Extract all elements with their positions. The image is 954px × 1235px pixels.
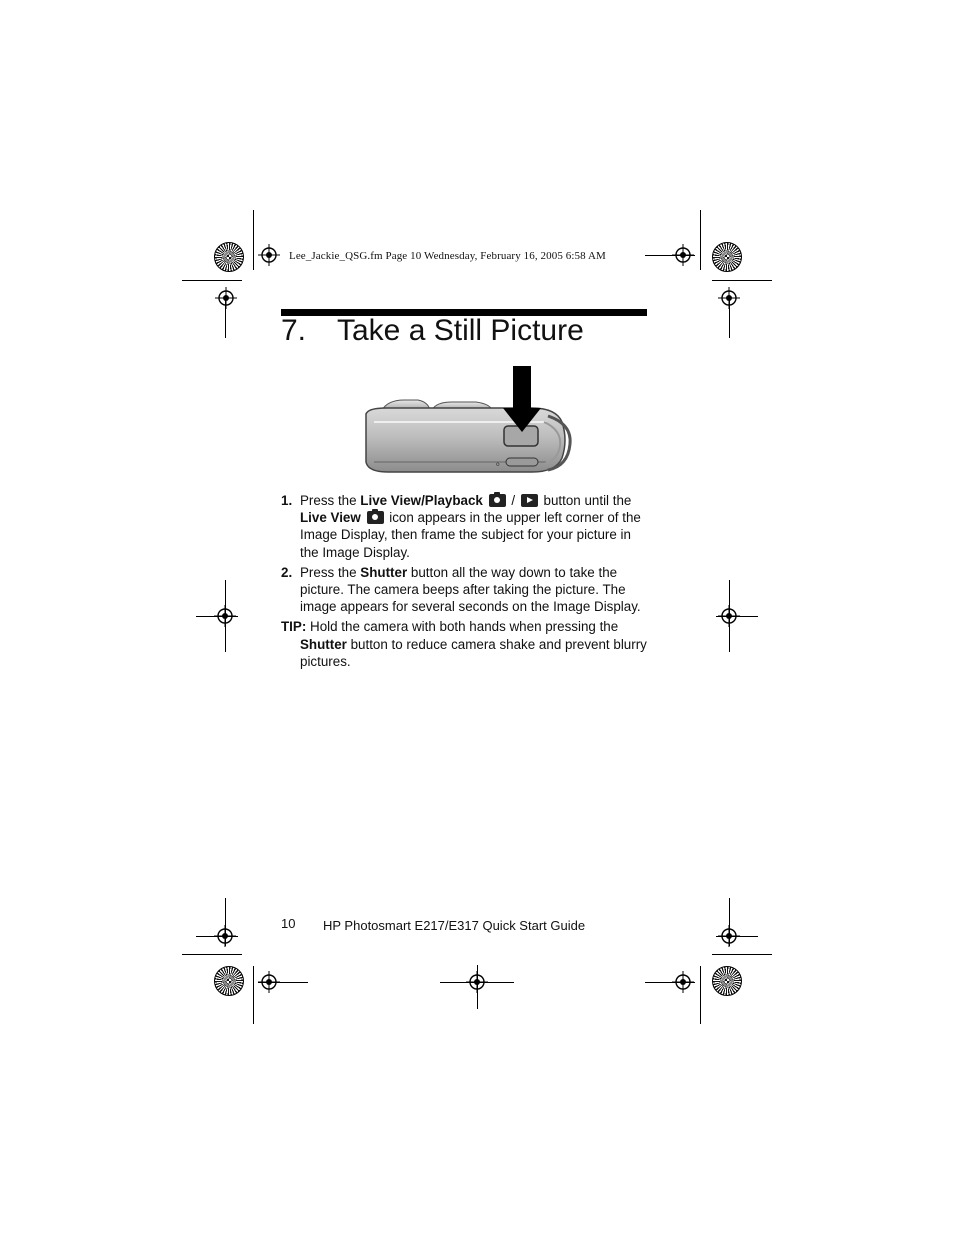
crop-line: [182, 954, 242, 955]
crop-line: [645, 255, 695, 256]
crop-line: [253, 210, 254, 270]
crop-line: [700, 210, 701, 270]
power-button: [506, 458, 538, 466]
instructions: [281, 492, 651, 670]
crop-line: [712, 280, 772, 281]
step-number: 1.: [281, 493, 293, 508]
step-1: 1. Press the Live View/Playback / button until the Live View icon appears in the upper left corner of the Image Display, then frame the subject for your picture in the Image Display.: [281, 493, 641, 560]
file-header-note: Lee_Jackie_QSG.fm Page 10 Wednesday, February 16, 2005 6:58 AM: [289, 250, 606, 262]
step-2: 2. Press the Shutter button all the way down to take the picture. The camera beeps after taking the picture. The image appears for several seconds on the Image Display.: [281, 564, 641, 615]
tip-label: TIP:: [281, 619, 307, 635]
registration-mark-icon: [215, 287, 237, 309]
playback-icon: [521, 494, 538, 507]
chapter-title: Take a Still Picture: [337, 314, 584, 347]
crop-line: [645, 982, 695, 983]
arrow-icon: [513, 366, 531, 410]
svg-text:o: o: [496, 461, 500, 468]
crop-line: [182, 280, 242, 281]
color-bar-icon: [712, 242, 742, 272]
crop-line: [716, 936, 758, 937]
crop-line: [700, 966, 701, 1024]
camera-figure: [296, 362, 632, 480]
chapter-number: 7.: [281, 314, 307, 347]
crop-line: [253, 966, 254, 1024]
crop-line: [477, 965, 478, 1009]
live-view-camera-icon: [489, 494, 506, 507]
page-number: 10: [281, 916, 296, 931]
tip: TIP: Hold the camera with both hands when pressing the Shutter button to reduce camera shake and prevent blurry pictures.: [281, 619, 647, 669]
registration-mark-icon: [718, 605, 740, 627]
crop-line: [712, 954, 772, 955]
color-bar-icon: [214, 966, 244, 996]
step-number: 2.: [281, 564, 293, 580]
live-view-camera-icon: [367, 511, 384, 524]
color-bar-icon: [712, 966, 742, 996]
crop-line: [225, 300, 226, 338]
crop-line: [729, 300, 730, 338]
crop-line: [196, 936, 238, 937]
crop-line: [258, 982, 308, 983]
footer-guide-title: HP Photosmart E217/E317 Quick Start Guide: [323, 918, 586, 933]
page-title: [281, 314, 584, 348]
registration-mark-icon: [214, 605, 236, 627]
color-bar-icon: [214, 242, 244, 272]
registration-mark-icon: [258, 244, 280, 266]
